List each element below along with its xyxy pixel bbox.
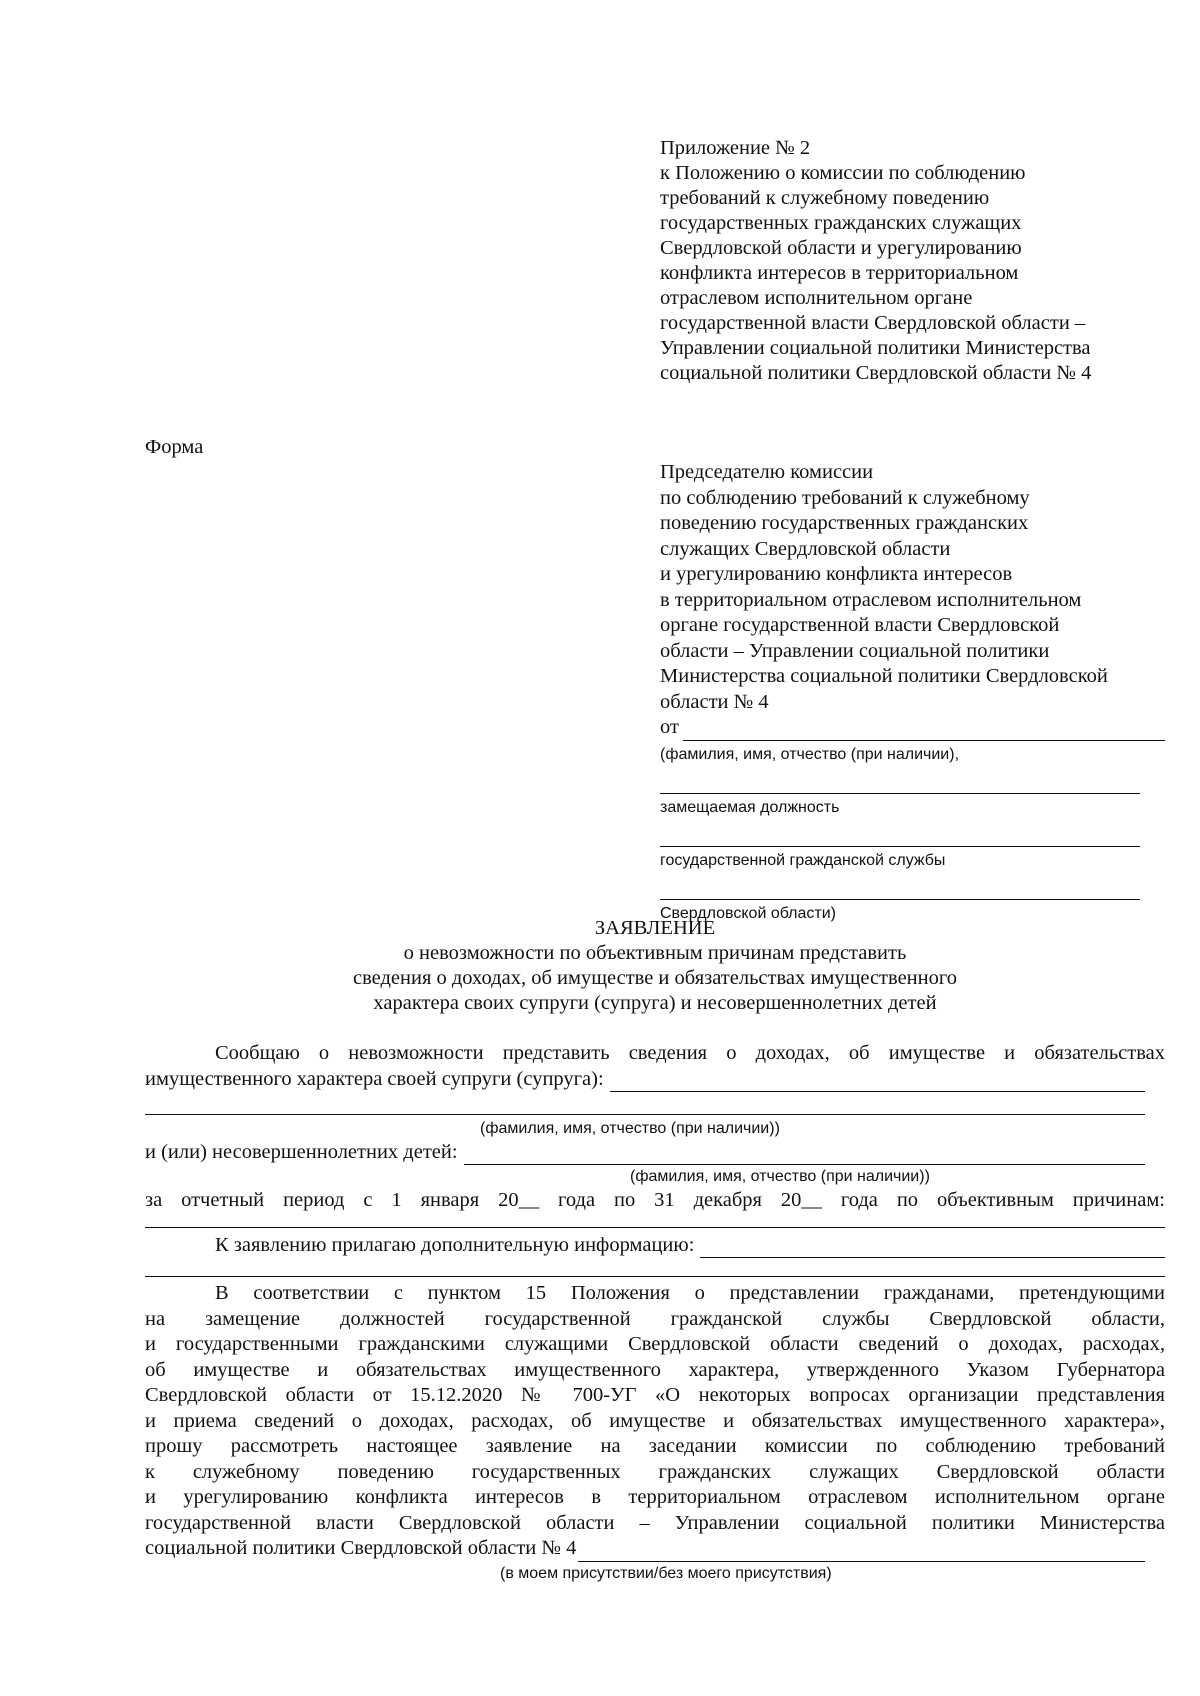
title-subtitle-line: характера своих супруги (супруга) и несовершеннолетних детей [373, 992, 937, 1014]
presence-field[interactable] [578, 1542, 1145, 1562]
addressee-line: области – Управлении социальной политики [660, 639, 1050, 662]
appendix-line: Свердловской области и урегулированию [660, 237, 1022, 259]
appendix-line: государственных гражданских служащих [660, 212, 1022, 234]
title-subtitle-line: о невозможности по объективным причинам представить [403, 942, 907, 964]
para-line: В соответствии с пунктом 15 Положения о представлении гражданами, претендующими [215, 1282, 1165, 1304]
request-paragraph [145, 1281, 1165, 1584]
spouse-label: имущественного характера своей супруги (супруга): [145, 1068, 604, 1090]
statement-body [145, 1040, 1165, 1584]
addressee-line: области № 4 [660, 690, 769, 713]
addressee-line: поведению государственных гражданских [660, 512, 1029, 534]
para-line: и приема сведений о доходах, расходах, об имуществе и обязательствах имущественного характера», [145, 1409, 1165, 1432]
appendix-header [660, 136, 1160, 386]
addressee-line: по соблюдению требований к служебному [660, 486, 1030, 509]
addressee-line: служащих Свердловской области [660, 537, 951, 560]
para-line: Свердловской области от 15.12.2020 № 700-УГ «О некоторых вопросах организации представления [145, 1384, 1165, 1406]
addressee-line: в территориальном отраслевом исполнительном [660, 588, 1082, 611]
para-line: и урегулированию конфликта интересов в территориальном отраслевом исполнительном органе [145, 1486, 1165, 1508]
spouse-name-field-2[interactable] [145, 1092, 1145, 1115]
appendix-line: государственной власти Свердловской области – [660, 312, 1086, 334]
para-line: на замещение должностей государственной гражданской службы Свердловской области, [145, 1307, 1165, 1330]
spouse-row [145, 1066, 1145, 1092]
period-line: за отчетный период с 1 января 20__ года по 31 декабря 20__ года по объективным причинам: [145, 1189, 1165, 1211]
para-line: государственной власти Свердловской области – Управлении социальной политики Министерства [145, 1511, 1165, 1534]
position-field[interactable] [660, 765, 1140, 794]
para-line: об имуществе и обязательствах имущественного характера, утвержденного Указом Губернатора [145, 1358, 1165, 1381]
appendix-line: требований к служебному поведению [660, 187, 990, 209]
addressee-line: Председателю комиссии [660, 461, 874, 483]
attach-info-field[interactable] [700, 1238, 1165, 1258]
title-heading: ЗАЯВЛЕНИЕ [594, 917, 716, 939]
appendix-line: Приложение № 2 [660, 137, 811, 159]
para-line: к служебному поведению государственных гражданских служащих Свердловской области [145, 1460, 1165, 1483]
children-row [145, 1139, 1145, 1165]
attach-row [145, 1232, 1165, 1258]
form-label: Форма [145, 436, 204, 458]
para-line: и государственными гражданскими служащими Свердловской области сведений о доходах, расходах, [145, 1333, 1165, 1355]
caption-presence: (в моем присутствии/без моего присутствия) [500, 1564, 832, 1582]
from-row [660, 715, 1165, 741]
appendix-line: социальной политики Свердловской области № 4 [660, 362, 1092, 384]
caption-children: (фамилия, имя, отчество (при наличии)) [630, 1168, 930, 1185]
attach-info-field-2[interactable] [145, 1258, 1165, 1277]
appendix-line: Управлении социальной политики Министерства [660, 337, 1091, 359]
caption-full-name: (фамилия, имя, отчество (при наличии), [660, 745, 960, 763]
from-name-field[interactable] [683, 721, 1165, 741]
children-label: и (или) несовершеннолетних детей: [145, 1141, 458, 1163]
statement-title [145, 916, 1165, 1016]
from-label: от [660, 716, 679, 738]
addressee-line: органе государственной власти Свердловской [660, 614, 1060, 636]
addressee-block [660, 460, 1165, 924]
caption-region: Свердловской области) [660, 904, 837, 922]
caption-civil-service: государственной гражданской службы [660, 851, 946, 869]
presence-row [145, 1536, 1145, 1562]
para-last-line: социальной политики Свердловской области № 4 [145, 1537, 577, 1559]
attach-label: К заявлению прилагаю дополнительную информацию: [215, 1234, 695, 1256]
appendix-line: конфликта интересов в территориальном [660, 262, 1019, 284]
children-names-field[interactable] [464, 1145, 1145, 1165]
region-field[interactable] [660, 871, 1140, 900]
para-line: прошу рассмотреть настоящее заявление на заседании комиссии по соблюдению требований [145, 1435, 1165, 1457]
addressee-line: и урегулированию конфликта интересов [660, 563, 1013, 585]
caption-spouse: (фамилия, имя, отчество (при наличии)) [480, 1120, 780, 1137]
body-line: Сообщаю о невозможности представить сведения о доходах, об имуществе и обязательствах [215, 1042, 1165, 1064]
spouse-name-field[interactable] [610, 1072, 1145, 1092]
appendix-line: отраслевом исполнительном органе [660, 287, 973, 309]
addressee-line: Министерства социальной политики Свердловской [660, 665, 1108, 687]
title-subtitle-line: сведения о доходах, об имуществе и обязательствах имущественного [352, 967, 958, 989]
reasons-field[interactable] [145, 1213, 1165, 1228]
caption-position: замещаемая должность [660, 798, 840, 816]
appendix-line: к Положению о комиссии по соблюдению [660, 162, 1026, 184]
civil-service-field[interactable] [660, 818, 1140, 847]
